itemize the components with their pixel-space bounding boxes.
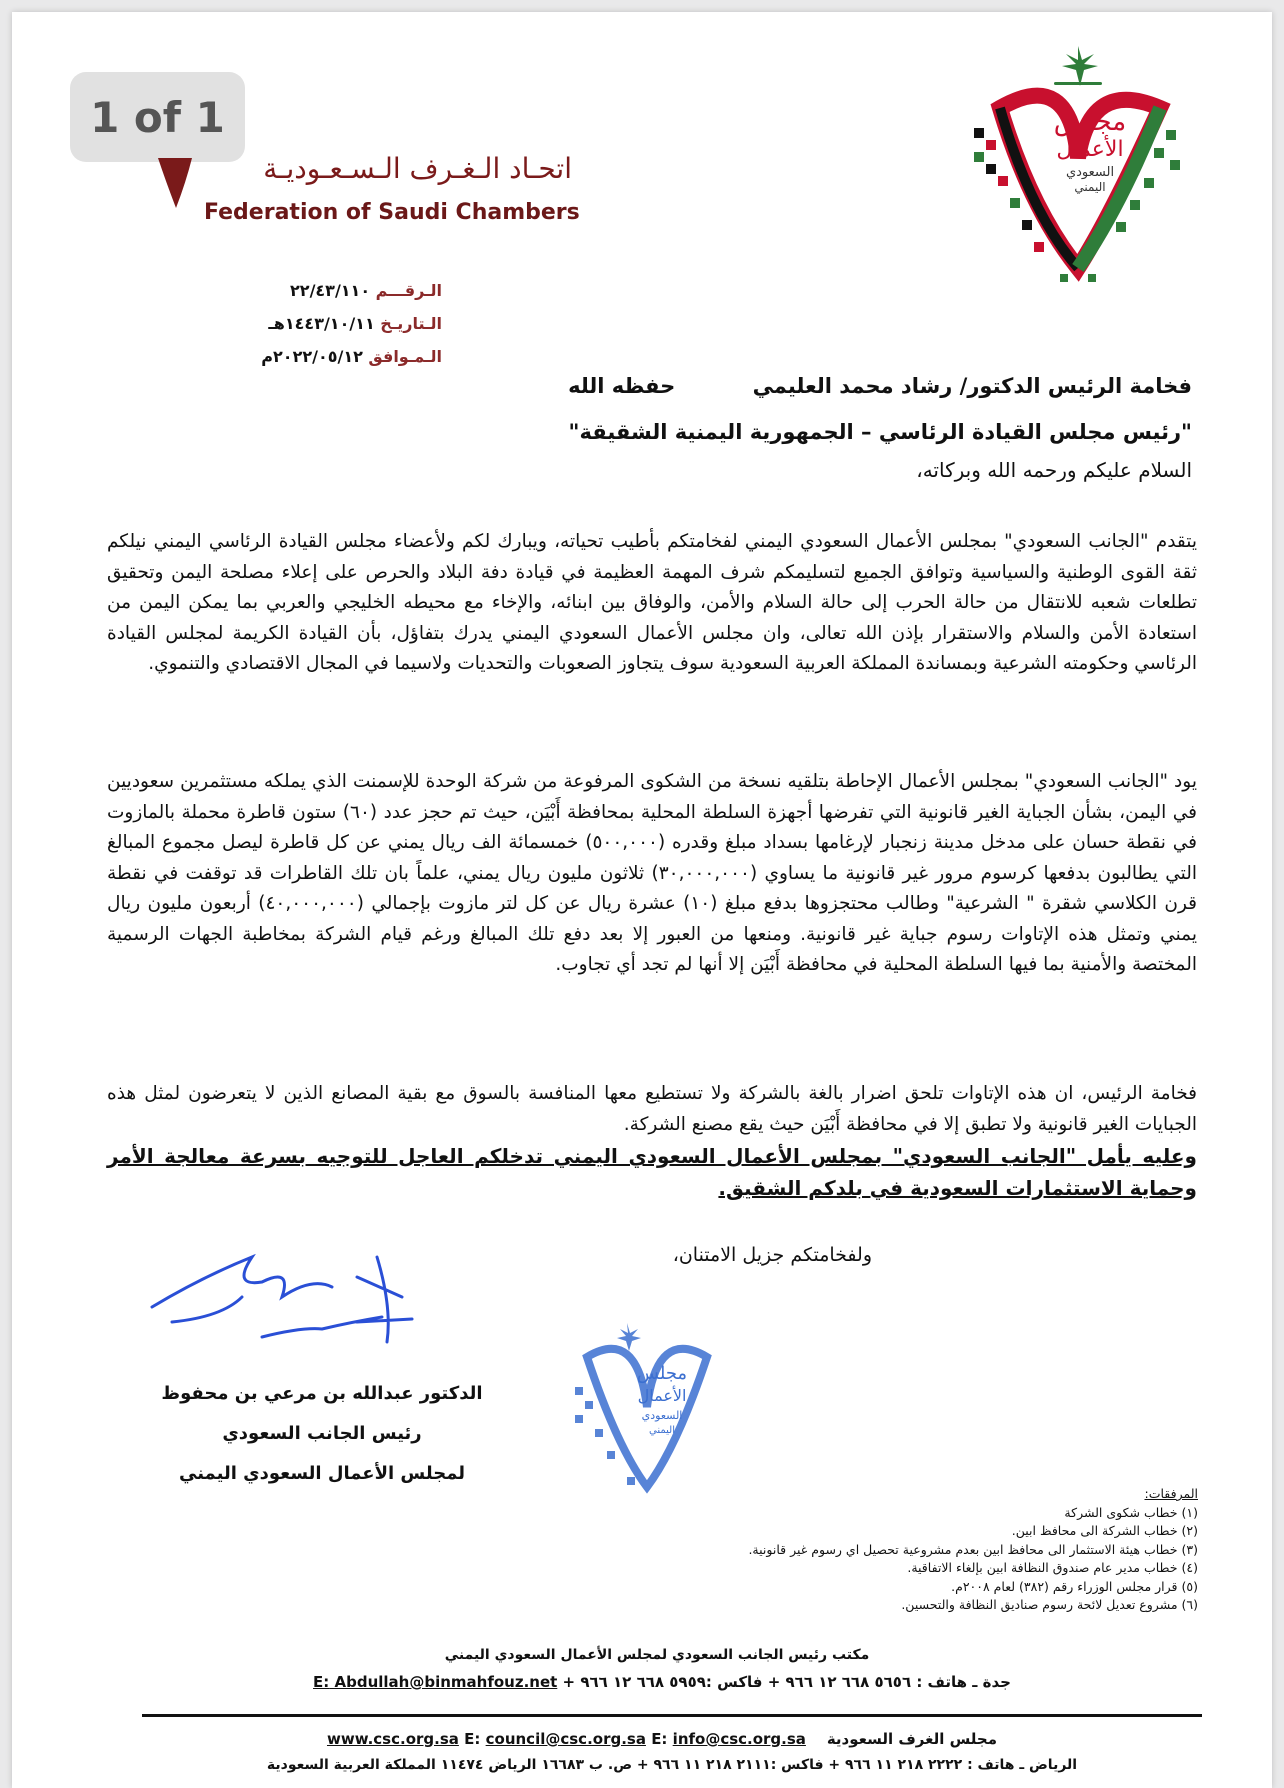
signer-block [142,1374,502,1494]
council-stamp [567,1317,727,1502]
reference-date-value: ١٤٤٣/١٠/١١هـ [268,314,375,333]
reference-date-label: الـتاريـخ [380,314,442,333]
council-logo-line1: مجلس [1053,107,1127,137]
footer-email1-prefix: E: [464,1730,481,1748]
footer-email2-link[interactable]: info@csc.org.sa [672,1730,806,1748]
contact-email-block [313,1673,557,1691]
attachments-title: المرفقات: [1144,1486,1198,1501]
letter-page [12,12,1272,1788]
reference-date-row [172,307,442,340]
contact-phones: جدة ـ هاتف : ٥٦٥٦ ٦٦٨ ١٢ ٩٦٦ + فاكس :٥٩٥٩ ٦٦٨ ١٢ ٩٦٦ + [562,1673,1011,1691]
footer-website-link[interactable]: www.csc.org.sa [326,1730,459,1748]
federation-emblem-icon [152,152,200,212]
footer-link-group [327,1730,806,1748]
footer-org-name: مجلس الغرف السعودية [826,1730,998,1748]
footer-email2-prefix: E: [651,1730,668,1748]
page-indicator: 1 of 1 [70,72,245,162]
attachment-item: (٤) خطاب مدير عام صندوق النظافة ابين بإلغاء الاتفاقية. [907,1560,1198,1575]
reference-gregorian-value: ٢٠٢٢/٠٥/١٢م [261,347,363,366]
attachment-item: (٢) خطاب الشركة الى محافظ ابين. [1011,1523,1198,1538]
federation-name-en: Federation of Saudi Chambers [204,200,580,225]
contact-email-link[interactable]: Abdullah@binmahfouz.net [334,1673,558,1691]
stamp-line4: اليمني [649,1425,675,1436]
signer-organization: لمجلس الأعمال السعودي اليمني [178,1463,466,1484]
reference-number-value: ٢٢/٤٣/١١٠ [290,281,371,300]
letter-reference [172,274,442,373]
body-paragraph-1: يتقدم "الجانب السعودي" بمجلس الأعمال السعودي اليمني لفخامتكم بأطيب تحياته، ويبارك لكم ولأعضاء مجلس القيادة الرئاسي اليمني نيلكم ثقة القوى الوطنية والسياسية وتوافق الجميع لتسليمكم شرف المهمة العظيمة في قيادة دفة البلاد والحرص على إعلاء مصلحة اليمن وتحقيق تطلعات شعبه للانتقال من حالة الحرب إلى حالة السلام والأمن، والوفاق بين ابنائه، والإخاء مع محيطه الخليجي والعربي بما يمكن اليمن من استعادة الأمن والسلام والاستقرار بإذن الله تعالى، وان مجلس الأعمال السعودي اليمني يدرك بتفاؤل، بأن القيادة الكريمة لمجلس القيادة الرئاسي وحكومته الشرعية وبمساندة المملكة العربية السعودية سوف يتجاوز الصعوبات والتحديات ولاسيما في المجال الاقتصادي والتنموي. [107,531,1197,674]
stamp-line2: الأعمال [637,1386,687,1405]
attachment-item: (١) خطاب شكوى الشركة [1064,1504,1198,1520]
contact-line [262,1673,1062,1691]
attachment-item: (٥) قرار مجلس الوزراء رقم (٣٨٢) لعام ٢٠٠٨م. [951,1578,1198,1594]
stamp-line3: السعودي [641,1409,683,1422]
attachments-list [672,1485,1198,1615]
reference-gregorian-row [172,340,442,373]
footer-address: الرياض ـ هاتف : ٢٢٢٢ ٢١٨ ١١ ٩٦٦ + فاكس :٢١١١ ٢١٨ ١١ ٩٦٦ + ص. ب ١٦٦٨٣ الرياض ١١٤٧٤ المملكة العربية السعودية [266,1757,1078,1773]
business-council-logo [960,38,1196,294]
reference-number-label: الـرقـــم [375,281,442,300]
council-logo-line2: الأعمال [1056,137,1124,162]
handwritten-signature [142,1237,442,1357]
federation-logo [152,152,580,232]
body-paragraph-2: يود "الجانب السعودي" بمجلس الأعمال الإحاطة بتلقيه نسخة من الشكوى المرفوعة من شركة الوحدة للإسمنت الذي يملكه مستثمرين سعوديين في اليمن، بشأن الجباية الغير قانونية التي تفرضها أجهزة السلطة المحلية بمحافظة أَبْيَن، حيث تم حجز عدد (٦٠) ستون قاطرة محملة بالمازوت في نقطة حسان على مدخل مدينة زنجبار لإرغامها بسداد مبلغ وقدره (٥٠٠,٠٠٠) خمسمائة الف ريال يمني عن كل قاطرة ليصل مجموع المبالغ التي يطالبون بدفعها كرسوم مرور غير قانونية ما يساوي (٣٠,٠٠٠,٠٠٠) ثلاثون مليون ريال يمني، علماً بان تلك القاطرات قد توقفت في نقطة قرن الكلاسي شقرة " الشرعية" وطالب محتجزوها بدفع مبلغ (١٠) عشرة ريال عن كل لتر مازوت بإجمالي (٤٠,٠٠٠,٠٠٠) أربعون مليون ريال يمني وتمثل هذه الإتاوات رسوم جباية غير قانونية. ومنعها من العبور إلا بعد دفع تلك المبالغ ورغم قيام الشركة بمخاطبة الجهات الرسمية المختصة والأمنية بما فيها السلطة المحلية في محافظة أَبْيَن إلا أنها لم تجد أي تجاوب. [107,771,1198,975]
addressee-name: فخامة الرئيس الدكتور/ رشاد محمد العليمي [752,374,1192,398]
footer-divider [142,1714,1202,1717]
addressee-honorific: حفظه الله [568,374,676,398]
addressee-title: "رئيس مجلس القيادة الرئاسي – الجمهورية اليمنية الشقيقة" [568,420,1192,444]
palm-swords-icon [1054,46,1102,86]
attachment-item: (٦) مشروع تعديل لائحة رسوم صناديق النظافة والتحسين. [901,1597,1198,1612]
attachment-item: (٣) خطاب هيئة الاستثمار الى محافظ ابين بعدم مشروعية تحصيل اي رسوم غير قانونية. [748,1541,1198,1557]
council-logo-line4: اليمني [1074,180,1106,194]
addressee-line [92,374,1192,398]
footer-links [312,1730,1012,1748]
reference-number-row [172,274,442,307]
closing-line: ولفخامتكم جزيل الامتنان، [672,1244,872,1266]
reference-gregorian-label: الـمـوافق [368,347,442,366]
contact-email-prefix: E: [313,1673,330,1691]
stamp-line1: مجلس [636,1363,688,1384]
body-paragraph-3: فخامة الرئيس، ان هذه الإتاوات تلحق اضرار بالغة بالشركة ولا تستطيع معها المنافسة بالسوق مع بقية المصانع الذين لا يتعرضون لمثل هذه الجبايات الغير قانونية ولا تطبق إلا في محافظة أَبْيَن حيث يقع مصنع الشركة. [107,1083,1197,1135]
council-logo-line3: السعودي [1065,165,1115,180]
request-paragraph: وعليه يأمل "الجانب السعودي" بمجلس الأعمال السعودي اليمني تدخلكم العاجل للتوجيه بسرعة معالجة الأمر وحماية الاستثمارات السعودية في بلدكم الشقيق. [107,1144,1197,1200]
signer-name: الدكتور عبدالله بن مرعي بن محفوظ [161,1383,483,1404]
footer-email1-link[interactable]: council@csc.org.sa [485,1730,646,1748]
federation-name-ar: اتحـاد الـغـرف الـسـعـوديـة [263,152,572,185]
signer-role: رئيس الجانب السعودي [222,1423,422,1444]
office-line: مكتب رئيس الجانب السعودي لمجلس الأعمال السعودي اليمني [444,1647,870,1663]
greeting: السلام عليكم ورحمه الله وبركاته، [916,458,1192,482]
